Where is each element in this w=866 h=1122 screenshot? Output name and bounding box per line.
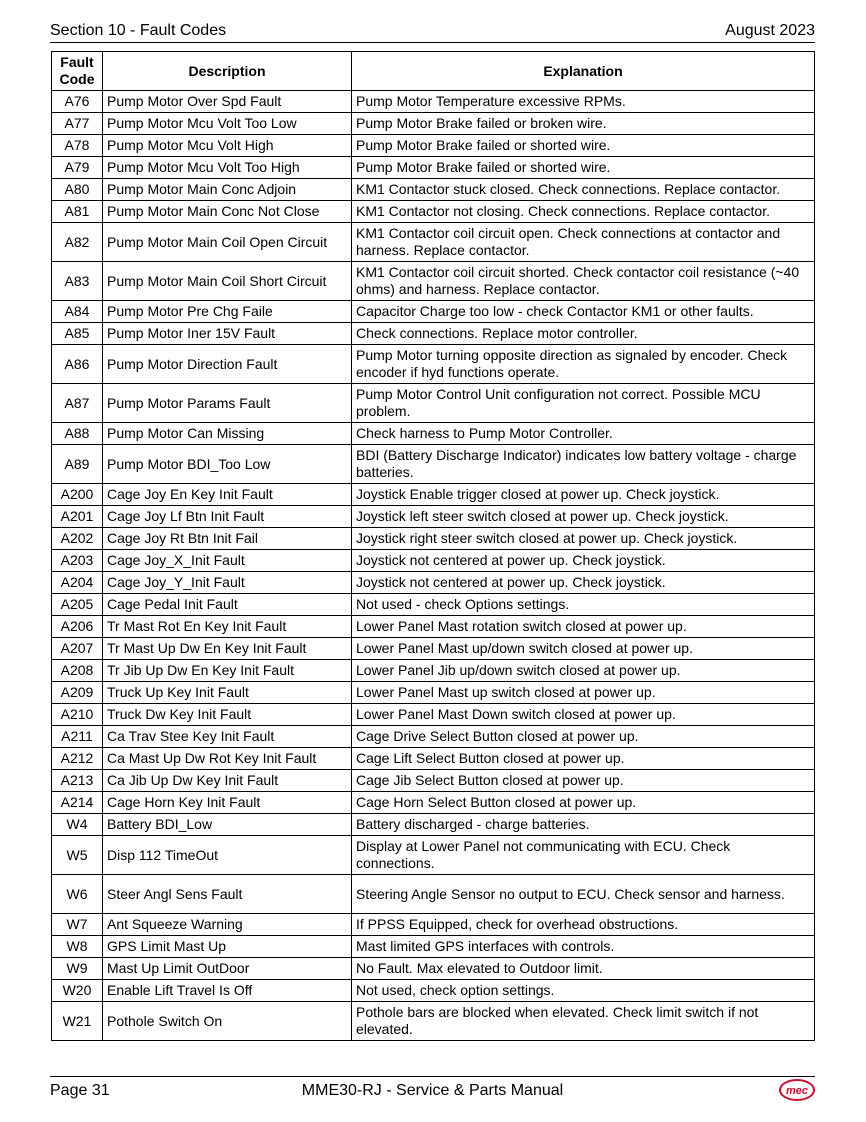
description-cell: Battery BDI_Low — [103, 814, 352, 836]
description-cell: Tr Jib Up Dw En Key Init Fault — [103, 660, 352, 682]
explanation-cell: KM1 Contactor stuck closed. Check connections. Replace contactor. — [352, 179, 815, 201]
fault-code-cell: A84 — [52, 301, 103, 323]
explanation-cell: No Fault. Max elevated to Outdoor limit. — [352, 958, 815, 980]
fault-code-cell: A211 — [52, 726, 103, 748]
explanation-cell: Cage Horn Select Button closed at power up. — [352, 792, 815, 814]
table-row — [52, 682, 815, 704]
explanation-cell: Pothole bars are blocked when elevated. Check limit switch if not elevated. — [352, 1002, 815, 1041]
description-cell: GPS Limit Mast Up — [103, 936, 352, 958]
description-cell: Truck Up Key Init Fault — [103, 682, 352, 704]
explanation-cell: KM1 Contactor coil circuit open. Check connections at contactor and harness. Replace contactor. — [352, 223, 815, 262]
explanation-cell: Pump Motor Brake failed or broken wire. — [352, 113, 815, 135]
fault-code-cell: A205 — [52, 594, 103, 616]
description-cell: Pump Motor Main Coil Short Circuit — [103, 262, 352, 301]
table-row — [52, 572, 815, 594]
fault-code-cell: A203 — [52, 550, 103, 572]
fault-code-cell: A210 — [52, 704, 103, 726]
page-header — [50, 22, 815, 43]
explanation-cell: Lower Panel Mast up switch closed at power up. — [352, 682, 815, 704]
description-cell: Truck Dw Key Init Fault — [103, 704, 352, 726]
table-row — [52, 594, 815, 616]
table-row — [52, 726, 815, 748]
explanation-cell: Cage Drive Select Button closed at power up. — [352, 726, 815, 748]
fault-code-cell: W8 — [52, 936, 103, 958]
fault-code-cell: A206 — [52, 616, 103, 638]
fault-code-cell: A89 — [52, 445, 103, 484]
table-row — [52, 445, 815, 484]
fault-code-cell: A213 — [52, 770, 103, 792]
fault-code-cell: A212 — [52, 748, 103, 770]
table-row — [52, 157, 815, 179]
table-row — [52, 660, 815, 682]
explanation-cell: Joystick not centered at power up. Check joystick. — [352, 572, 815, 594]
description-cell: Pump Motor Can Missing — [103, 423, 352, 445]
fault-code-rows — [52, 91, 815, 1041]
description-cell: Disp 112 TimeOut — [103, 836, 352, 875]
section-title: Section 10 - Fault Codes — [50, 22, 227, 39]
explanation-cell: Cage Jib Select Button closed at power up. — [352, 770, 815, 792]
description-cell: Pump Motor Main Conc Not Close — [103, 201, 352, 223]
manual-title: MME30-RJ - Service & Parts Manual — [301, 1082, 564, 1099]
table-row — [52, 423, 815, 445]
description-cell: Tr Mast Rot En Key Init Fault — [103, 616, 352, 638]
explanation-cell: Battery discharged - charge batteries. — [352, 814, 815, 836]
explanation-cell: Lower Panel Mast up/down switch closed at power up. — [352, 638, 815, 660]
table-row — [52, 113, 815, 135]
explanation-cell: Check harness to Pump Motor Controller. — [352, 423, 815, 445]
explanation-cell: Joystick not centered at power up. Check joystick. — [352, 550, 815, 572]
fault-code-cell: A83 — [52, 262, 103, 301]
table-row — [52, 792, 815, 814]
fault-code-cell: A88 — [52, 423, 103, 445]
table-row — [52, 262, 815, 301]
description-cell: Cage Joy_X_Init Fault — [103, 550, 352, 572]
explanation-cell: Not used, check option settings. — [352, 980, 815, 1002]
table-row — [52, 506, 815, 528]
description-header: Description — [103, 52, 352, 91]
description-cell: Mast Up Limit OutDoor — [103, 958, 352, 980]
fault-code-cell: A204 — [52, 572, 103, 594]
description-cell: Ant Squeeze Warning — [103, 914, 352, 936]
fault-code-cell: A86 — [52, 345, 103, 384]
explanation-cell: Pump Motor Brake failed or shorted wire. — [352, 157, 815, 179]
table-row — [52, 836, 815, 875]
description-cell: Pump Motor Main Coil Open Circuit — [103, 223, 352, 262]
table-row — [52, 301, 815, 323]
table-row — [52, 980, 815, 1002]
description-cell: Pump Motor Direction Fault — [103, 345, 352, 384]
table-row — [52, 770, 815, 792]
table-row — [52, 704, 815, 726]
fault-code-cell: W7 — [52, 914, 103, 936]
table-row — [52, 345, 815, 384]
fault-code-cell: W21 — [52, 1002, 103, 1041]
table-row — [52, 958, 815, 980]
page-number: Page 31 — [50, 1082, 110, 1099]
description-cell: Pump Motor Main Conc Adjoin — [103, 179, 352, 201]
fault-code-cell: A214 — [52, 792, 103, 814]
explanation-cell: Pump Motor turning opposite direction as signaled by encoder. Check encoder if hyd functions operate. — [352, 345, 815, 384]
description-cell: Pump Motor Mcu Volt Too High — [103, 157, 352, 179]
description-cell: Pump Motor Pre Chg Faile — [103, 301, 352, 323]
table-row — [52, 748, 815, 770]
explanation-cell: If PPSS Equipped, check for overhead obstructions. — [352, 914, 815, 936]
table-row — [52, 936, 815, 958]
description-cell: Pump Motor BDI_Too Low — [103, 445, 352, 484]
header-date: August 2023 — [725, 22, 815, 39]
description-cell: Cage Joy Rt Btn Init Fail — [103, 528, 352, 550]
explanation-cell: Capacitor Charge too low - check Contactor KM1 or other faults. — [352, 301, 815, 323]
description-cell: Ca Trav Stee Key Init Fault — [103, 726, 352, 748]
fault-code-cell: A208 — [52, 660, 103, 682]
explanation-cell: KM1 Contactor coil circuit shorted. Check contactor coil resistance (~40 ohms) and harness. Replace contactor. — [352, 262, 815, 301]
table-row — [52, 384, 815, 423]
fault-code-cell: W4 — [52, 814, 103, 836]
explanation-cell: Joystick Enable trigger closed at power up. Check joystick. — [352, 484, 815, 506]
explanation-cell: Pump Motor Control Unit configuration not correct. Possible MCU problem. — [352, 384, 815, 423]
description-cell: Steer Angl Sens Fault — [103, 875, 352, 914]
fault-code-cell: A209 — [52, 682, 103, 704]
fault-code-cell: A201 — [52, 506, 103, 528]
fault-code-cell: W9 — [52, 958, 103, 980]
explanation-header: Explanation — [352, 52, 815, 91]
mec-logo — [779, 1079, 815, 1101]
fault-code-cell: A87 — [52, 384, 103, 423]
table-row — [52, 1002, 815, 1041]
table-row — [52, 528, 815, 550]
fault-code-header: Fault Code — [52, 52, 103, 91]
description-cell: Cage Joy_Y_Init Fault — [103, 572, 352, 594]
table-row — [52, 135, 815, 157]
table-header-row — [52, 52, 815, 91]
explanation-cell: Pump Motor Brake failed or shorted wire. — [352, 135, 815, 157]
description-cell: Pothole Switch On — [103, 1002, 352, 1041]
explanation-cell: Lower Panel Jib up/down switch closed at power up. — [352, 660, 815, 682]
fault-code-table — [51, 51, 815, 1041]
table-row — [52, 201, 815, 223]
explanation-cell: Check connections. Replace motor controller. — [352, 323, 815, 345]
explanation-cell: Lower Panel Mast Down switch closed at power up. — [352, 704, 815, 726]
description-cell: Enable Lift Travel Is Off — [103, 980, 352, 1002]
explanation-cell: Not used - check Options settings. — [352, 594, 815, 616]
explanation-cell: Cage Lift Select Button closed at power up. — [352, 748, 815, 770]
fault-code-cell: A78 — [52, 135, 103, 157]
explanation-cell: BDI (Battery Discharge Indicator) indicates low battery voltage - charge batteries. — [352, 445, 815, 484]
fault-code-cell: A200 — [52, 484, 103, 506]
description-cell: Cage Horn Key Init Fault — [103, 792, 352, 814]
description-cell: Cage Pedal Init Fault — [103, 594, 352, 616]
description-cell: Tr Mast Up Dw En Key Init Fault — [103, 638, 352, 660]
fault-code-cell: W20 — [52, 980, 103, 1002]
explanation-cell: Steering Angle Sensor no output to ECU. Check sensor and harness. — [352, 875, 815, 914]
description-cell: Pump Motor Mcu Volt Too Low — [103, 113, 352, 135]
explanation-cell: Joystick right steer switch closed at power up. Check joystick. — [352, 528, 815, 550]
fault-code-cell: A85 — [52, 323, 103, 345]
table-row — [52, 91, 815, 113]
fault-code-cell: W6 — [52, 875, 103, 914]
description-cell: Pump Motor Mcu Volt High — [103, 135, 352, 157]
fault-code-cell: A76 — [52, 91, 103, 113]
description-cell: Cage Joy Lf Btn Init Fault — [103, 506, 352, 528]
page-footer — [50, 1076, 815, 1107]
table-row — [52, 814, 815, 836]
explanation-cell: Joystick left steer switch closed at power up. Check joystick. — [352, 506, 815, 528]
table-row — [52, 914, 815, 936]
logo-text: mec — [785, 1085, 809, 1097]
explanation-cell: Display at Lower Panel not communicating with ECU. Check connections. — [352, 836, 815, 875]
table-row — [52, 550, 815, 572]
fault-code-cell: A77 — [52, 113, 103, 135]
explanation-cell: Mast limited GPS interfaces with controls. — [352, 936, 815, 958]
explanation-cell: Pump Motor Temperature excessive RPMs. — [352, 91, 815, 113]
fault-code-cell: A82 — [52, 223, 103, 262]
explanation-cell: Lower Panel Mast rotation switch closed at power up. — [352, 616, 815, 638]
fault-code-cell: W5 — [52, 836, 103, 875]
description-cell: Pump Motor Params Fault — [103, 384, 352, 423]
table-row — [52, 875, 815, 914]
fault-code-cell: A81 — [52, 201, 103, 223]
fault-code-cell: A207 — [52, 638, 103, 660]
description-cell: Pump Motor Iner 15V Fault — [103, 323, 352, 345]
description-cell: Ca Mast Up Dw Rot Key Init Fault — [103, 748, 352, 770]
fault-code-cell: A79 — [52, 157, 103, 179]
fault-code-cell: A80 — [52, 179, 103, 201]
table-row — [52, 616, 815, 638]
table-row — [52, 484, 815, 506]
table-row — [52, 179, 815, 201]
table-row — [52, 223, 815, 262]
table-row — [52, 323, 815, 345]
table-row — [52, 638, 815, 660]
description-cell: Ca Jib Up Dw Key Init Fault — [103, 770, 352, 792]
explanation-cell: KM1 Contactor not closing. Check connections. Replace contactor. — [352, 201, 815, 223]
description-cell: Pump Motor Over Spd Fault — [103, 91, 352, 113]
description-cell: Cage Joy En Key Init Fault — [103, 484, 352, 506]
fault-code-cell: A202 — [52, 528, 103, 550]
